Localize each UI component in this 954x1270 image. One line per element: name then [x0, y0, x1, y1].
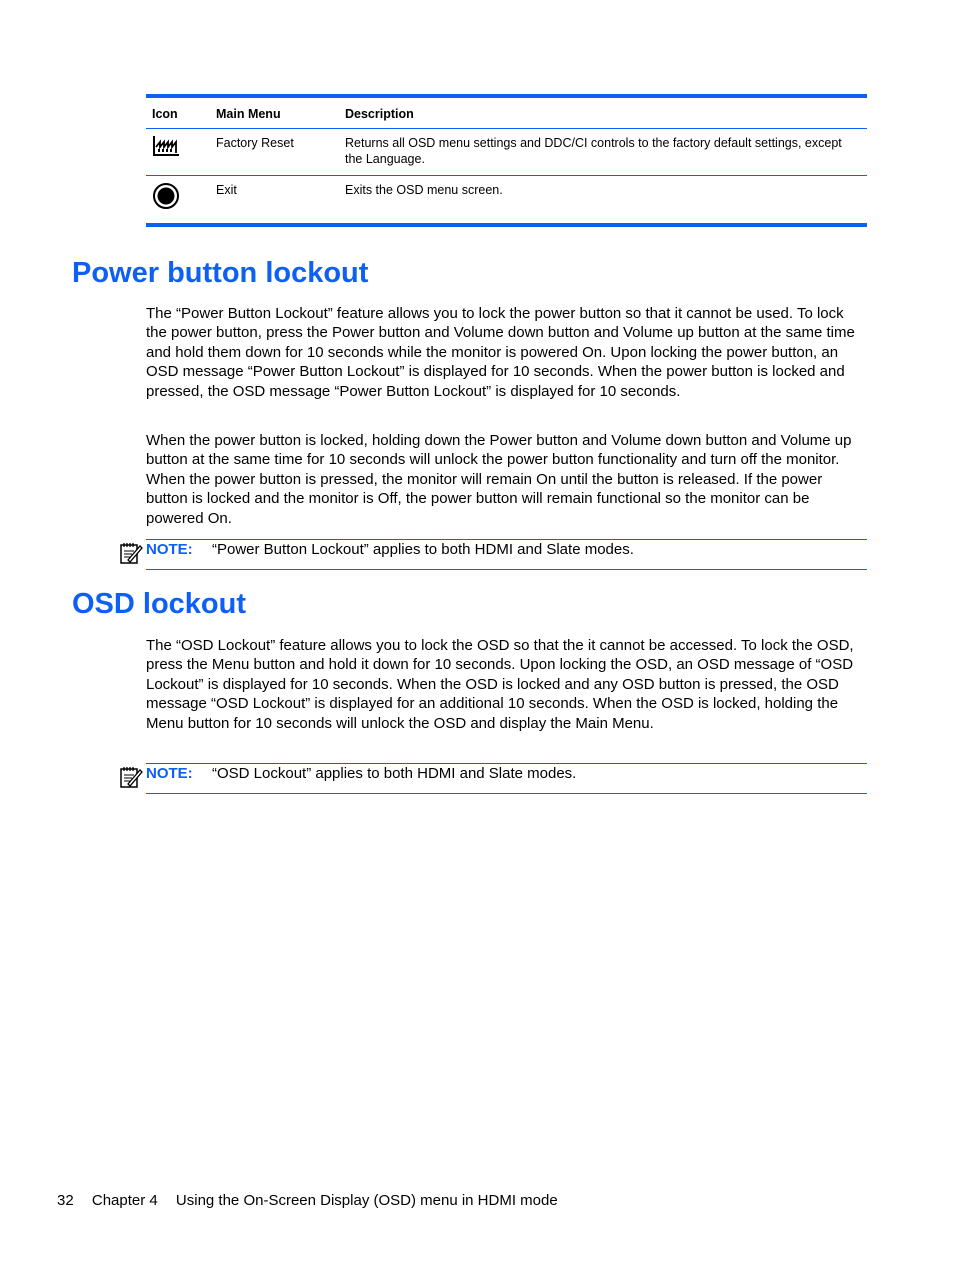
- chapter-label: Chapter 4: [91, 1192, 158, 1209]
- header-icon: Icon: [146, 96, 210, 129]
- table-cell-description: Exits the OSD menu screen.: [345, 183, 503, 197]
- note-text: “Power Button Lockout” applies to both HDMI and Slate modes.: [212, 541, 634, 558]
- note-box: [146, 763, 867, 794]
- header-main-menu: Main Menu: [210, 96, 339, 129]
- table-cell-menu: Factory Reset: [210, 129, 339, 176]
- section-heading: OSD lockout: [72, 588, 247, 620]
- note-label: NOTE:: [146, 541, 193, 558]
- osd-menu-table: [146, 94, 867, 227]
- factory-reset-icon: [146, 129, 210, 176]
- header-description: Description: [339, 96, 867, 129]
- table-row: [146, 176, 867, 226]
- chapter-title: Using the On-Screen Display (OSD) menu in HDMI mode: [175, 1192, 558, 1209]
- note-icon: [119, 765, 143, 789]
- note-box: [146, 539, 867, 570]
- section-heading: Power button lockout: [72, 257, 369, 289]
- page-number: 32: [57, 1192, 74, 1209]
- table-cell-description: Returns all OSD menu settings and DDC/CI controls to the factory default settings, except the Language.: [339, 129, 867, 176]
- paragraph: The “OSD Lockout” feature allows you to lock the OSD so that the it cannot be accessed. To lock the OSD, press the Menu button and hold it down for 10 seconds. Upon locking the OSD, an OSD message of “OSD Lockout” is displayed for 10 seconds. When the OSD is locked and any OSD button is pressed, the OSD message “OSD Lockout” is displayed for an additional 10 seconds. When the OSD is locked, holding the Menu button for 10 seconds will unlock the OSD and display the Main Menu.: [146, 637, 854, 732]
- note-label: NOTE:: [146, 765, 193, 782]
- table-row: [146, 129, 867, 176]
- paragraph: The “Power Button Lockout” feature allows you to lock the power button so that it cannot be used. To lock the power button, press the Power button and Volume down button and Volume up button at the same time and hold them down for 10 seconds while the monitor is powered On. Upon locking the power button, an OSD message “Power Button Lockout” is displayed for 10 seconds. When the power button is locked and pressed, the OSD message “Power Button Lockout” is displayed for 10 seconds.: [146, 305, 855, 400]
- exit-icon: [146, 176, 210, 226]
- page-footer: [57, 1192, 572, 1209]
- paragraph: When the power button is locked, holding down the Power button and Volume down button and Volume up button at the same time for 10 seconds will unlock the power button functionality and turn off the monitor. When the power button is pressed, the monitor will remain On until the button is released. If the power button is locked and the monitor is Off, the power button will remain functional so the monitor can be powered On.: [146, 432, 852, 527]
- note-icon: [119, 541, 143, 565]
- table-cell-menu: Exit: [216, 183, 237, 197]
- note-text: “OSD Lockout” applies to both HDMI and Slate modes.: [212, 765, 577, 782]
